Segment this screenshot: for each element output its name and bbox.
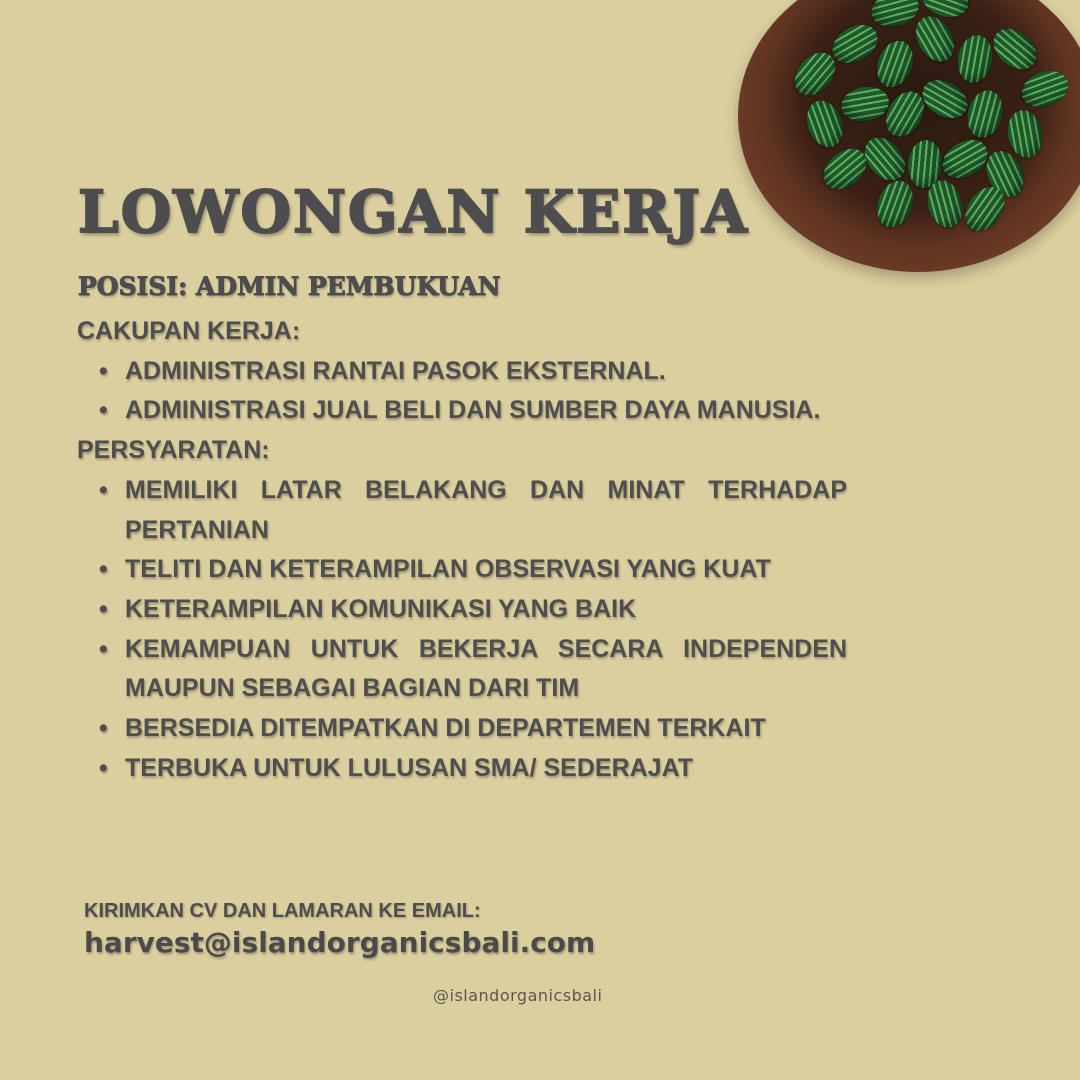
list-item: • KETERAMPILAN KOMUNIKASI YANG BAIK	[125, 590, 847, 630]
job-details	[77, 312, 847, 788]
requirements-list	[77, 471, 847, 789]
list-item: • KEMAMPUAN UNTUK BEKERJA SECARA INDEPENDEN MAUPUN SEBAGAI BAGIAN DARI TIM	[125, 630, 847, 709]
scope-list	[77, 352, 847, 431]
apply-instruction: KIRIMKAN CV DAN LAMARAN KE EMAIL:	[84, 900, 481, 922]
page-title: LOWONGAN KERJA	[78, 178, 749, 246]
requirements-heading: PERSYARATAN:	[77, 436, 270, 465]
list-item: • MEMILIKI LATAR BELAKANG DAN MINAT TERHADAP PERTANIAN	[125, 471, 847, 550]
list-item: • TELITI DAN KETERAMPILAN OBSERVASI YANG KUAT	[125, 550, 847, 590]
scope-heading: CAKUPAN KERJA:	[77, 317, 301, 345]
cucamelons-image	[778, 0, 1068, 230]
bowl-photo	[738, 0, 1080, 272]
list-item: • TERBUKA UNTUK LULUSAN SMA/ SEDERAJAT	[125, 749, 847, 789]
contact-email[interactable]: harvest@islandorganicsbali.com	[84, 926, 596, 959]
list-item: • ADMINISTRASI JUAL BELI DAN SUMBER DAYA MANUSIA.	[125, 391, 847, 431]
list-item: • ADMINISTRASI RANTAI PASOK EKSTERNAL.	[125, 352, 847, 392]
position-title: POSISI: ADMIN PEMBUKUAN	[78, 272, 501, 301]
social-handle: @islandorganicsbali	[433, 986, 603, 1005]
list-item: • BERSEDIA DITEMPATKAN DI DEPARTEMEN TERKAIT	[125, 709, 847, 749]
